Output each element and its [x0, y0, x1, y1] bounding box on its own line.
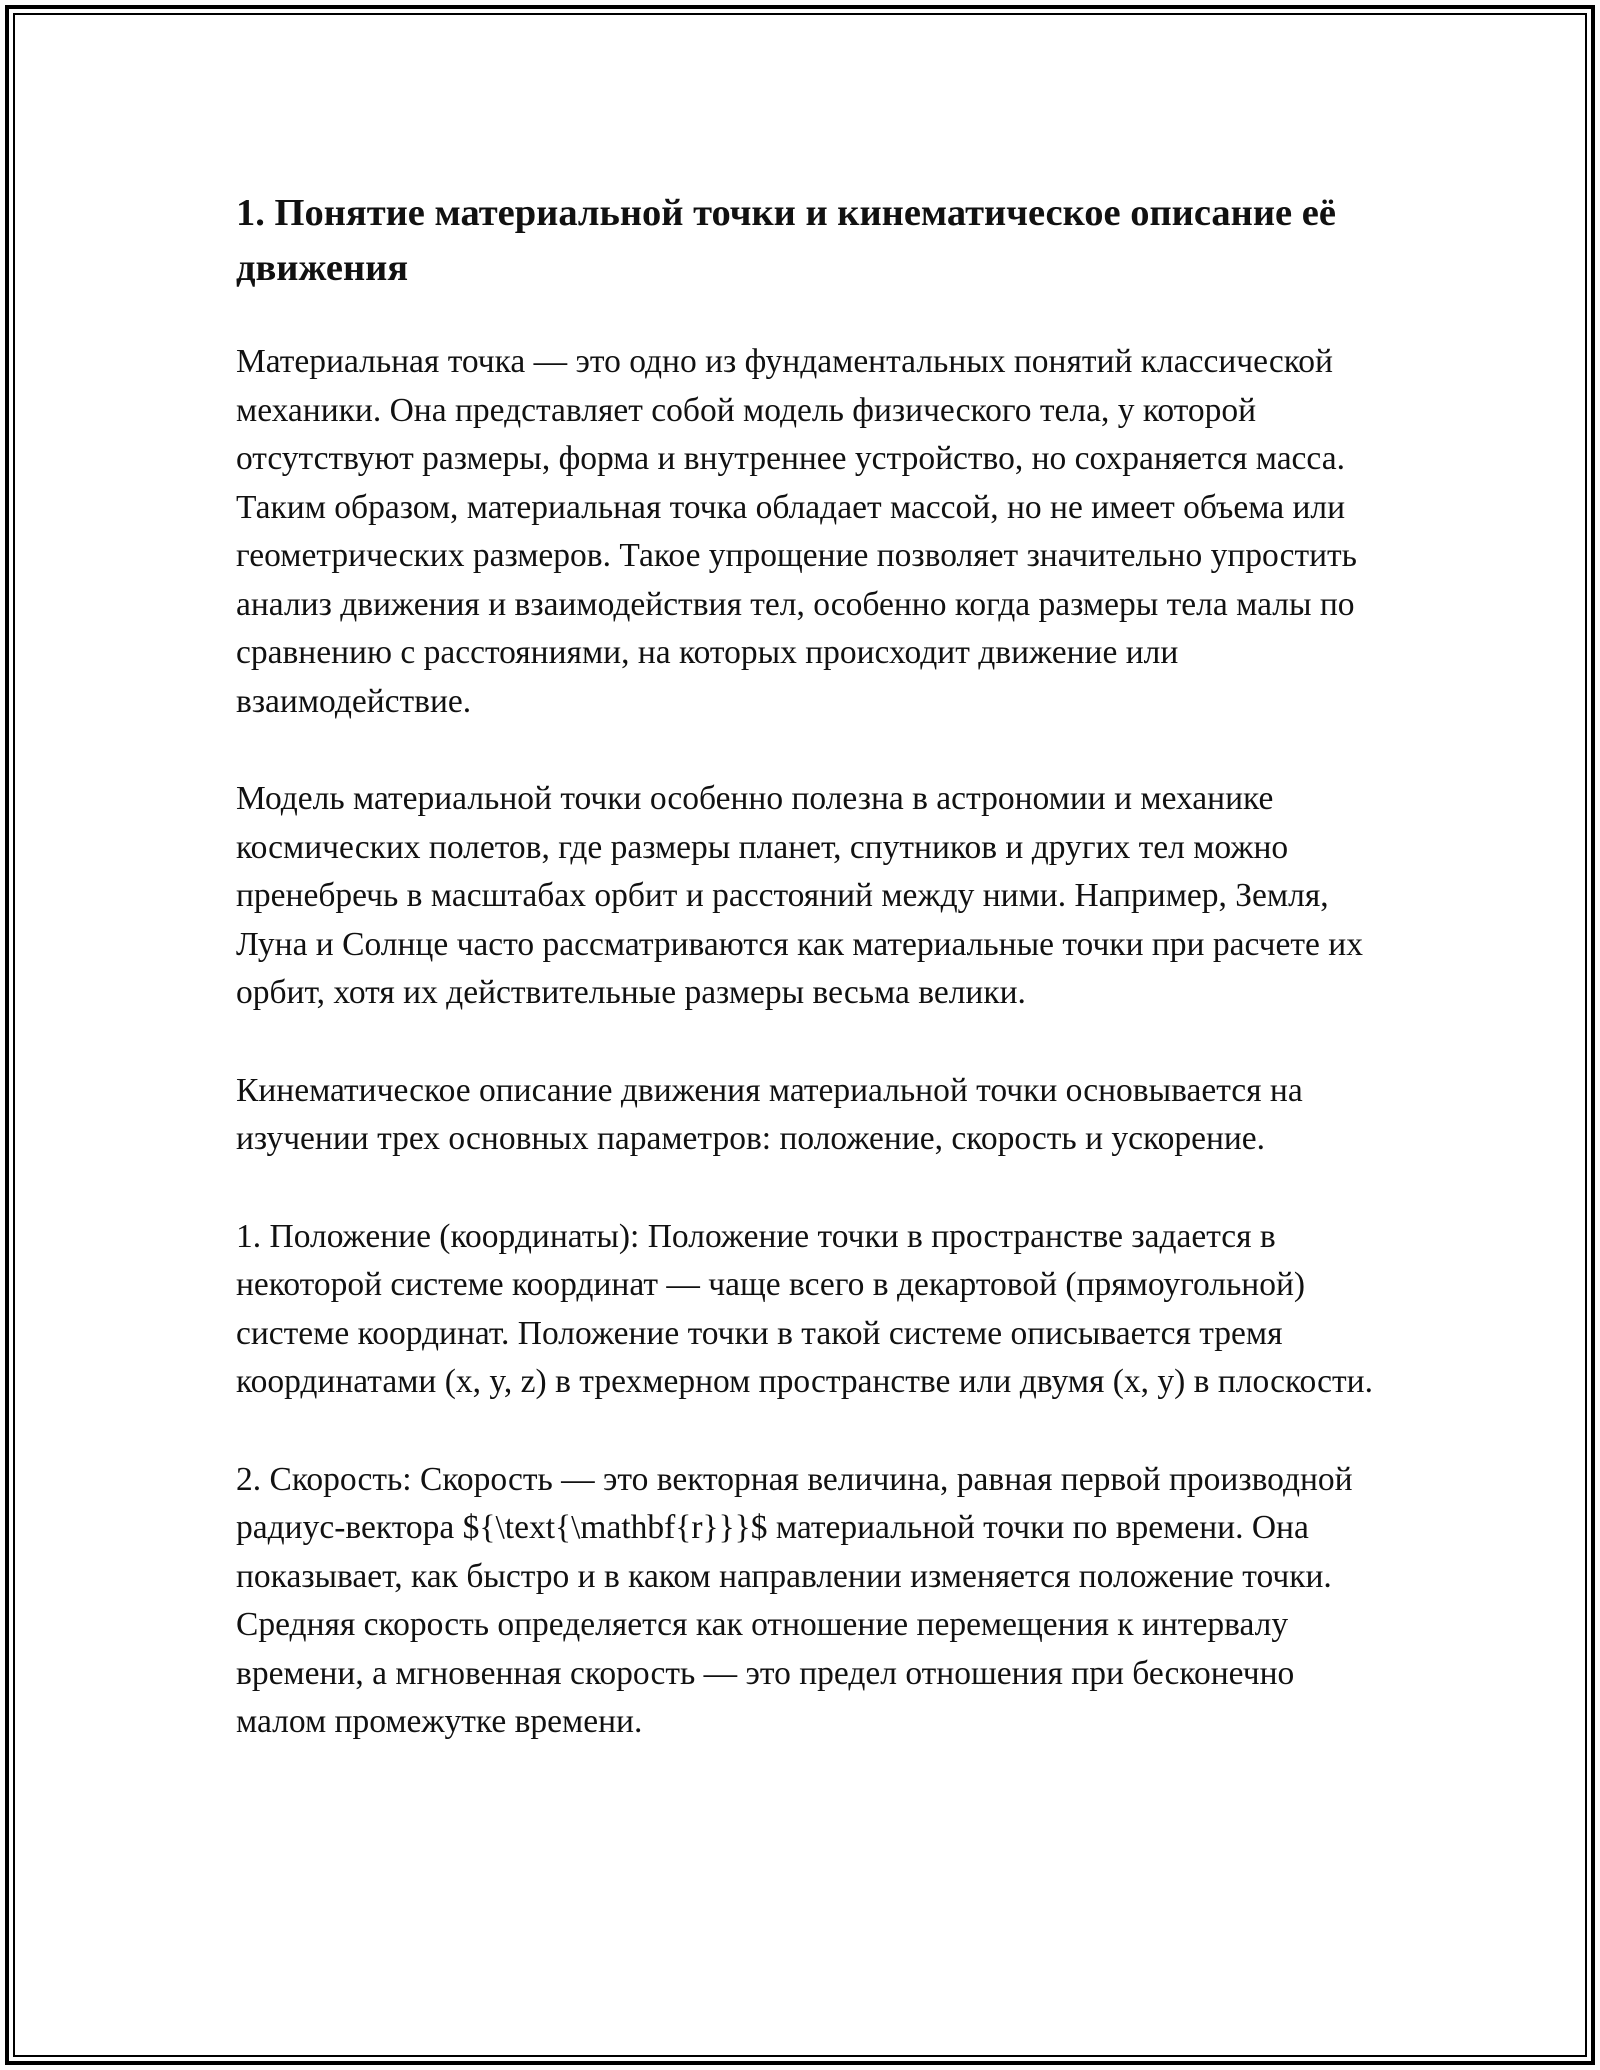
- paragraph-position: 1. Положение (координаты): Положение точки в пространстве задается в некоторой системе координат — чаще всего в декартовой (прямоугольной) системе координат. Положение точки в такой системе описывается тремя координатами (x, y, z) в трехмерном пространстве или двумя (x, y) в плоскости.: [236, 1217, 1373, 1400]
- paragraph-material-point-definition: Материальная точка — это одно из фундаментальных понятий классической механики. Она представляет собой модель физического тела, у которой отсутствуют размеры, форма и внутреннее устройство, но сохраняется масса. Таким образом, материальная точка обладает массой, но не имеет объема или геометрических размеров. Такое упрощение позволяет значительно упростить анализ движения и взаимодействия тел, особенно когда размеры тела малы по сравнению с расстояниями, на которых происходит движение или взаимодействие.: [236, 343, 1357, 720]
- paragraph-kinematic-description: Кинематическое описание движения материальной точки основывается на изучении трех основных параметров: положение, скорость и ускорение.: [236, 1071, 1303, 1157]
- section-heading: 1. Понятие материальной точки и кинематическое описание её движения: [236, 192, 1336, 289]
- paragraph-astronomy-usage: Модель материальной точки особенно полезна в астрономии и механике космических полетов, где размеры планет, спутников и других тел можно пренебречь в масштабах орбит и расстояний между ними. Например, Земля, Луна и Солнце часто рассматриваются как материальные точки при расчете их орбит, хотя их действительные размеры весьма велики.: [236, 780, 1363, 1011]
- document-body: [236, 186, 1386, 1747]
- paragraph-velocity: 2. Скорость: Скорость — это векторная величина, равная первой производной радиус-вектора ${\text{\mathbf{r}}}$ материальной точки по времени. Она показывает, как быстро и в каком направлении изменяется положение точки. Средняя скорость определяется как отношение перемещения к интервалу времени, а мгновенная скорость — это предел отношения при бесконечно малом промежутке времени.: [236, 1460, 1353, 1740]
